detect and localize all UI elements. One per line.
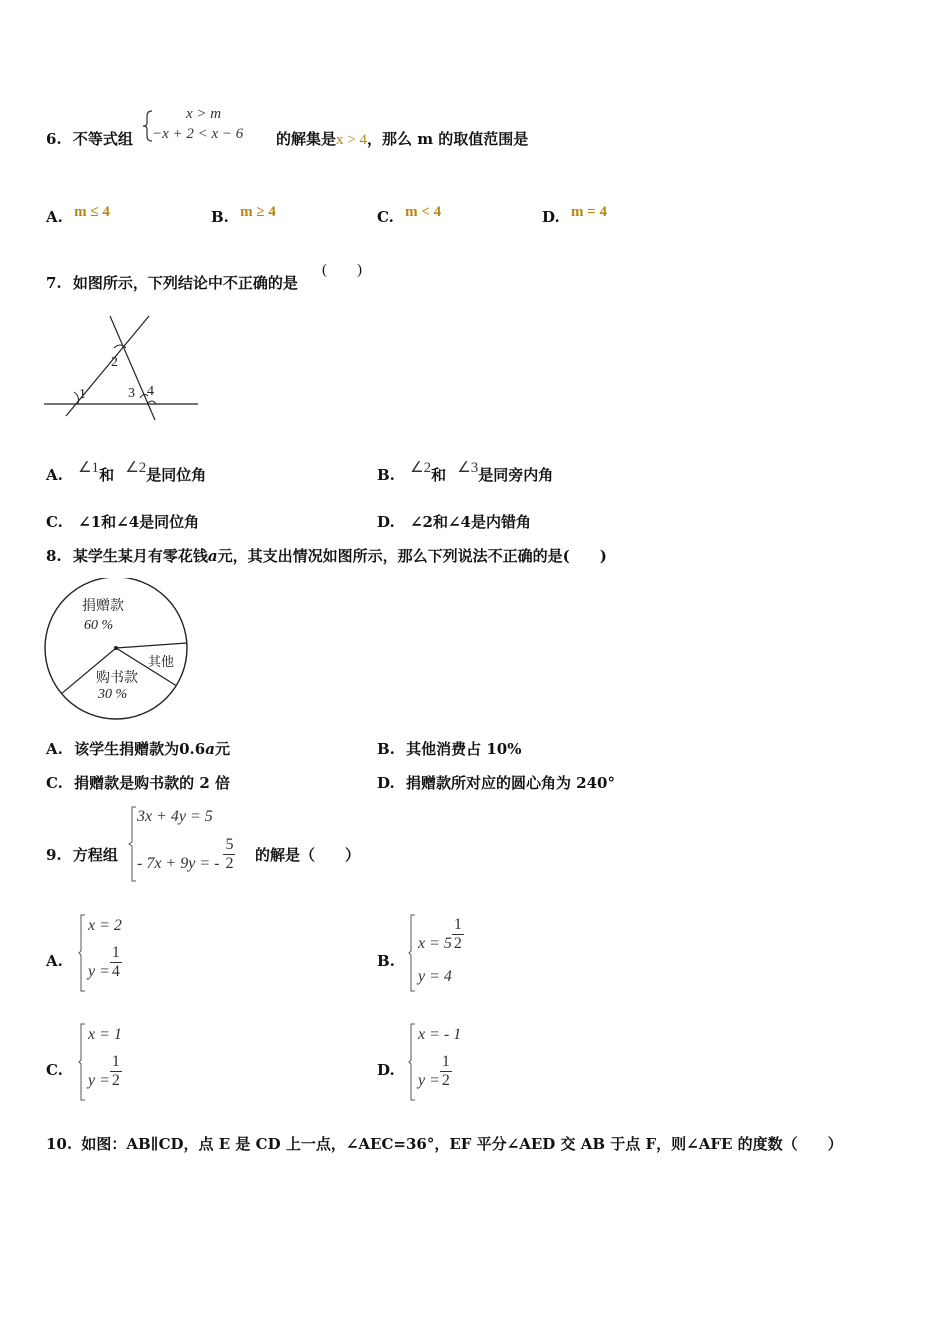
x-eq: x = 5 — [418, 935, 452, 953]
q8-var: a — [207, 547, 218, 565]
option-label: A. — [46, 740, 63, 758]
q9-b-x — [418, 916, 464, 953]
q9-d-brace — [408, 1023, 416, 1101]
q7-option-c[interactable] — [46, 511, 199, 532]
q9-eq1: 3x + 4y = 5 — [137, 808, 213, 825]
frac-den: 2 — [441, 1072, 450, 1089]
q9-option-a[interactable] — [46, 952, 63, 970]
option-label: B. — [211, 208, 229, 226]
option-label: C. — [46, 1061, 63, 1079]
option-label: D. — [542, 208, 560, 226]
fig-label-4: 4 — [147, 384, 154, 399]
pie-divider-other-donation — [116, 643, 187, 648]
option-text: 其他消费占 10% — [406, 740, 522, 758]
option-text-a: 该学生捐赠款为 — [74, 740, 180, 758]
q8-number: 8. — [46, 547, 62, 565]
angle-2: ∠2 — [125, 460, 147, 476]
angle-1: ∠1 — [78, 460, 100, 476]
q6-solution: x > 4 — [336, 132, 367, 148]
option-label: A. — [46, 466, 63, 484]
option-text: ∠1和∠4是同位角 — [78, 513, 200, 531]
frac-num: 5 — [225, 836, 234, 853]
eq2-fraction — [223, 836, 235, 873]
option-tail: 是同位角 — [146, 466, 207, 484]
q7-stem — [46, 272, 298, 293]
q9-option-b[interactable] — [377, 952, 395, 970]
option-label: B. — [377, 740, 395, 758]
q6-prefix: 不等式组 — [72, 130, 133, 148]
q6-suffix: ，那么 m 的取值范围是 — [366, 130, 529, 148]
option-text: m = 4 — [570, 204, 607, 220]
frac-num: 1 — [441, 1053, 450, 1070]
option-text: ∠2和∠4是内错角 — [409, 513, 531, 531]
q6-option-d[interactable] — [542, 204, 607, 227]
option-var: a — [205, 740, 215, 758]
option-text: 捐赠款是购书款的 2 倍 — [74, 774, 231, 792]
y-fraction — [440, 1053, 452, 1090]
q7-text: 如图所示，下列结论中不正确的是 — [72, 274, 298, 292]
q10-text: 如图：AB∥CD，点 E 是 CD 上一点，∠AEC=36°，EF 平分∠AED 交 AB 于点 F，则∠AFE 的度数（ ） — [81, 1135, 843, 1153]
q9-option-c[interactable] — [46, 1061, 63, 1079]
frac-den: 4 — [111, 963, 120, 980]
option-text: m ≤ 4 — [74, 204, 110, 220]
frac-num: 1 — [111, 1053, 120, 1070]
q6-number: 6. — [46, 130, 62, 148]
pie-pct-donation: 60 % — [84, 618, 114, 633]
q6-option-a[interactable] — [46, 204, 110, 227]
q6-stem-tail — [276, 128, 528, 149]
q8-option-c[interactable] — [46, 772, 230, 793]
q6-stem — [46, 128, 133, 149]
fig-label-3: 3 — [128, 386, 135, 401]
q9-prefix: 方程组 — [72, 846, 118, 864]
option-label: B. — [377, 466, 395, 484]
option-text-b: 0.6 — [179, 740, 206, 758]
and-word: 和 — [99, 466, 115, 484]
pie-label-books: 购书款 — [96, 670, 138, 686]
q7-option-a[interactable] — [46, 460, 207, 485]
q9-c-x: x = 1 — [88, 1026, 122, 1043]
frac-den: 2 — [453, 935, 462, 952]
q9-d-x: x = - 1 — [418, 1026, 462, 1043]
option-label: A. — [46, 208, 63, 226]
q8-stem — [46, 545, 607, 566]
q6-option-c[interactable] — [377, 204, 442, 227]
q7-figure — [44, 312, 200, 422]
option-text: m < 4 — [405, 204, 442, 220]
q9-number: 9. — [46, 846, 62, 864]
q6-sys-line1: x > m — [186, 106, 222, 122]
y-eq: y = — [88, 1072, 110, 1090]
q7-option-d[interactable] — [377, 511, 531, 532]
fig-label-2: 2 — [111, 355, 118, 370]
option-label: A. — [46, 952, 63, 970]
q9-b-brace — [408, 914, 416, 992]
q9-c-brace — [78, 1023, 86, 1101]
frac-num: 1 — [453, 916, 462, 933]
q6-mid: 的解集是 — [276, 130, 337, 148]
option-label: C. — [377, 208, 394, 226]
angle-2: ∠2 — [410, 460, 432, 476]
option-text-d: 元 — [214, 740, 230, 758]
fig-label-1: 1 — [79, 387, 86, 402]
q7-paren: ( ) — [322, 262, 362, 278]
q10-number: 10. — [46, 1135, 73, 1153]
q9-eq2 — [137, 836, 235, 873]
q10-stem — [46, 1133, 843, 1154]
option-tail: 是同旁内角 — [478, 466, 554, 484]
angle-3: ∠3 — [457, 460, 479, 476]
frac-num: 1 — [111, 944, 120, 961]
q9-suffix: 的解是（ ） — [255, 846, 361, 864]
q6-sys-line2: −x + 2 < x − 6 — [152, 126, 244, 142]
option-label: D. — [377, 1061, 395, 1079]
q7-number: 7. — [46, 274, 62, 292]
frac-den: 2 — [111, 1072, 120, 1089]
q6-option-b[interactable] — [211, 204, 276, 227]
eq2-left: - 7x + 9y = - — [137, 855, 220, 873]
q8-option-b[interactable] — [377, 738, 522, 759]
q9-a-y — [88, 944, 122, 981]
q9-option-d[interactable] — [377, 1061, 395, 1079]
pie-center-dot — [114, 646, 118, 650]
option-label: B. — [377, 952, 395, 970]
y-fraction — [110, 1053, 122, 1090]
x-fraction — [452, 916, 464, 953]
q9-stem — [46, 844, 118, 865]
y-eq: y = — [88, 963, 110, 981]
q8-text-b: 元，其支出情况如图所示，那么下列说法不正确的是( ) — [217, 547, 607, 565]
option-label: D. — [377, 513, 395, 531]
option-label: C. — [46, 513, 63, 531]
option-text: 捐赠款所对应的圆心角为 240° — [405, 774, 615, 792]
pie-label-other: 其他 — [148, 655, 175, 670]
q9-a-brace — [78, 914, 86, 992]
pie-label-donation: 捐赠款 — [82, 598, 124, 614]
q9-b-y: y = 4 — [418, 968, 452, 985]
and-word: 和 — [431, 466, 447, 484]
pie-pct-books: 30 % — [98, 687, 128, 702]
y-eq: y = — [418, 1072, 440, 1090]
q8-pie-chart — [40, 578, 196, 724]
option-label: C. — [46, 774, 63, 792]
option-label: D. — [377, 774, 395, 792]
q9-d-y — [418, 1053, 452, 1090]
q8-text-a: 某学生某月有零花钱 — [72, 547, 208, 565]
q9-c-y — [88, 1053, 122, 1090]
q7-option-b[interactable] — [377, 460, 554, 485]
frac-den: 2 — [225, 855, 234, 872]
q8-option-d[interactable] — [377, 772, 615, 793]
y-fraction — [110, 944, 122, 981]
q8-option-a[interactable] — [46, 738, 230, 759]
option-text: m ≥ 4 — [240, 204, 276, 220]
q9-a-x: x = 2 — [88, 917, 122, 934]
